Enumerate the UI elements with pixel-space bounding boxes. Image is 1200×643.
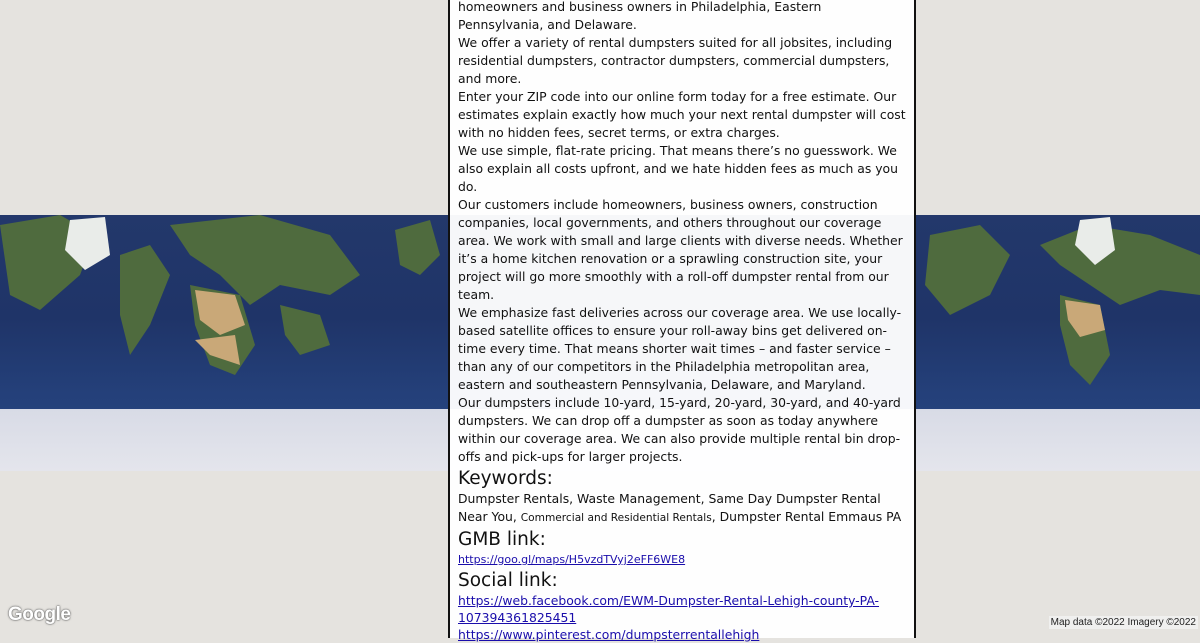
google-logo: Google <box>8 604 71 625</box>
gmb-link[interactable]: https://goo.gl/maps/H5vzdTVyj2eFF6WE8 <box>458 553 686 566</box>
keywords-part: Commercial and Residential Rentals <box>520 512 712 524</box>
description-paragraph: We offer a variety of rental dumpsters suited for all jobsites, including residential dumpsters, contractor dumpsters, commercial dumpsters, and more. <box>458 35 893 86</box>
gmb-heading: GMB link: <box>458 529 546 550</box>
description-paragraph: Enter your ZIP code into our online form today for a free estimate. Our estimates explain exactly how much your next rental dumpster will cost with no hidden fees, secret terms, or extra charges. <box>458 89 906 140</box>
map-attribution[interactable]: Map data ©2022 Imagery ©2022 <box>1050 617 1196 628</box>
description-paragraph: We use simple, flat-rate pricing. That means there’s no guesswork. We also explain all costs upfront, and we hate hidden fees as much as you do. <box>458 143 898 194</box>
business-info-panel <box>448 0 916 642</box>
social-heading: Social link: <box>458 570 558 591</box>
keywords-heading: Keywords: <box>458 468 553 489</box>
pinterest-link[interactable]: https://www.pinterest.com/dumpsterrentallehigh <box>458 627 760 642</box>
description-paragraph: We emphasize fast deliveries across our coverage area. We use locally-based satellite offices to ensure your roll-away bins get delivered on-time every time. That means shorter wait times – and faster service – than any of our competitors in the Philadelphia metropolitan area, eastern and southeastern Pennsylvania, Delaware, and Maryland. <box>458 305 902 392</box>
description-paragraph: Our customers include homeowners, business owners, construction companies, local governments, and others throughout our coverage area. We work with small and large clients with diverse needs. Whether it’s a home kitchen renovation or a sprawling construction site, your project will go more smoothly with a roll-off dumpster rental from our team. <box>458 197 903 302</box>
keywords-list <box>458 490 908 527</box>
keywords-part: , Dumpster Rental Emmaus PA <box>711 509 902 524</box>
description-paragraph: Our dumpsters include 10-yard, 15-yard, 20-yard, 30-yard, and 40-yard dumpsters. We can drop off a dumpster as soon as today anywhere within our coverage area. We can also provide multiple rental bin drop-offs and pick-ups for larger projects. <box>458 395 901 464</box>
description-paragraph: homeowners and business owners in Philadelphia, Eastern Pennsylvania, and Delaware. <box>458 0 822 32</box>
keywords-part: Dumpster Rentals, Waste Management, Same Day Dumpster Rental Near You, <box>458 491 881 524</box>
facebook-link[interactable]: https://web.facebook.com/EWM-Dumpster-Rental-Lehigh-county-PA-107394361825451 <box>458 593 880 625</box>
